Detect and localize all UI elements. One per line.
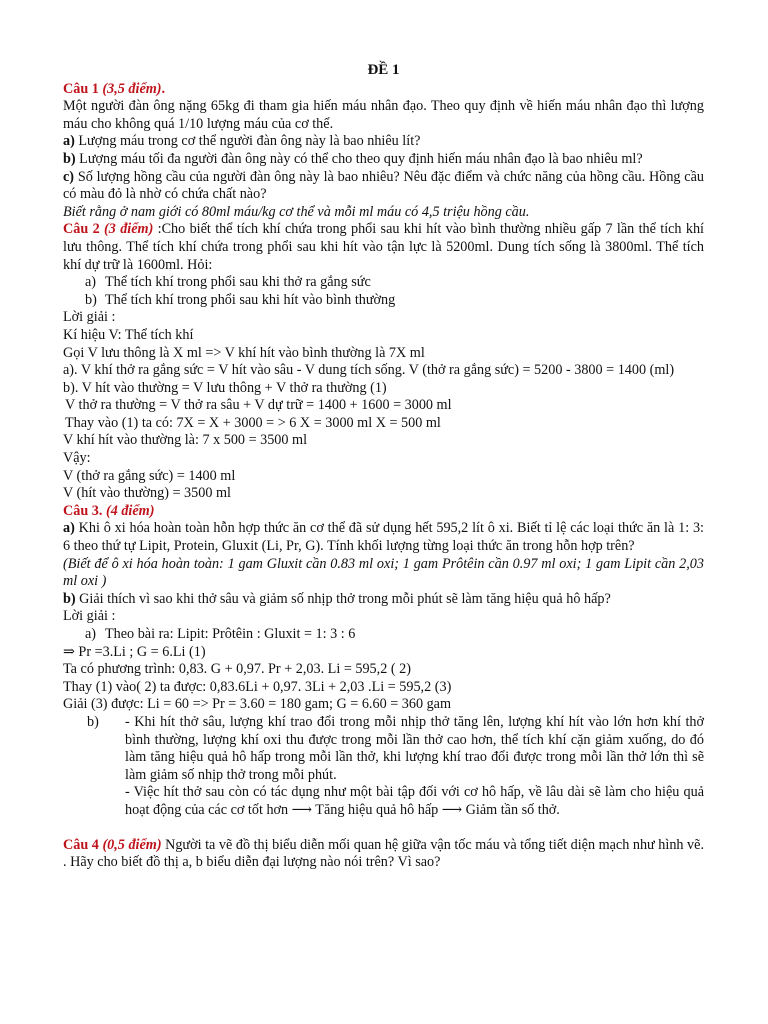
q3-heading: Câu 3. (4 điểm) — [63, 502, 155, 519]
q2-solution-line: Gọi V lưu thông là X ml => V khí hít vào bình thường là 7X ml — [63, 344, 425, 361]
q3-solution-a: a) Theo bài ra: Lipit: Prôtêin : Gluxit = 1: 3 : 6 — [85, 626, 356, 642]
q1-part-b: b) Lượng máu tối đa người đàn ông này có thể cho theo quy định hiến máu nhân đạo là bao nhiêu ml? — [63, 150, 643, 167]
q3-solution-b: b) - Khi hít thở sâu, lượng khí trao đổi trong mỗi nhịp thở tăng lên, lượng khí hít vào lớn hơn khí thở bình thường, lượng khí oxi thu được trong mỗi lần thở cao hơn, thể tích khí cặn giảm xuống, do đó làm tăng hiệu quả hô hấp trong mỗi lần thở, khi lượng khí trao đổi được trong mỗi lần thở lớn thì sẽ làm giảm số nhịp thở trong mỗi phút. - Việc hít thở sau còn có tác dụng như một bài tập đối với cơ hô hấp, về lâu dài sẽ làm cho hiệu quả hoạt động của các cơ tốt hơn ⟶ Tăng hiệu quả hô hấp ⟶ Giảm tần số thở. — [87, 713, 704, 818]
q2-item-a: a) Thể tích khí trong phổi sau khi thở ra gắng sức — [85, 274, 371, 291]
q2-solution-line: Kí hiệu V: Thể tích khí — [63, 326, 194, 343]
q2-solution-line: b). V hít vào thường = V lưu thông + V thở ra thường (1) — [63, 379, 387, 396]
q1-heading: Câu 1 (3,5 điểm). — [63, 80, 166, 97]
q3-note: (Biết để ô xi hóa hoàn toàn: 1 gam Gluxit cần 0.83 ml oxi; 1 gam Prôtêin cần 0.97 ml oxi; 1 gam Lipit cần 2,03 ml oxi ) — [63, 555, 704, 590]
q2-solution-line: V khí hít vào thường là: 7 x 500 = 3500 ml — [63, 432, 308, 449]
q3-solution-label: Lời giải : — [63, 608, 116, 625]
spacer — [63, 820, 704, 837]
q2-solution-line: V (thở ra gắng sức) = 1400 ml — [63, 467, 236, 484]
q2-item-b: b) Thể tích khí trong phổi sau khi hít vào bình thường — [85, 291, 396, 308]
q3-solution-line: Ta có phương trình: 0,83. G + 0,97. Pr + 2,03. Li = 595,2 ( 2) — [63, 661, 411, 678]
q2-solution-line: a). V khí thở ra gắng sức = V hít vào sâu - V dung tích sống. V (thở ra gắng sức) = 5200 - 3800 = 1400 (ml) — [63, 362, 675, 379]
q3-part-b: b) Giải thích vì sao khi thở sâu và giảm số nhịp thở trong mỗi phút sẽ làm tăng hiệu quả hô hấp? — [63, 590, 611, 607]
q3-part-a: a) Khi ô xi hóa hoàn toàn hỗn hợp thức ăn cơ thể đã sử dụng hết 595,2 lít ô xi. Biết tỉ lệ các loại thức ăn là 1: 3: 6 theo thứ tự Lipit, Protein, Gluxit (Li, Pr, G). Tính khối lượng từng loại thức ăn trong hỗn hợp trên? — [63, 520, 704, 555]
q3-solution-line: ⇒ Pr =3.Li ; G = 6.Li (1) — [63, 643, 206, 660]
q2-solution-line: V thở ra thường = V thở ra sâu + V dự trữ = 1400 + 1600 = 3000 ml — [65, 397, 452, 414]
page-title: ĐỀ 1 — [367, 62, 400, 78]
q3-solution-line: Thay (1) vào( 2) ta được: 0,83.6Li + 0,97. 3Li + 2,03 .Li = 595,2 (3) — [63, 678, 452, 695]
q2-solution-line: Vậy: — [63, 450, 91, 467]
q2-solution-line: V (hít vào thường) = 3500 ml — [63, 485, 231, 502]
q2-heading: Câu 2 (3 điểm) :Cho biết thể tích khí chứa trong phổi sau khi hít vào bình thường nhiều gấp 7 lần thể tích khí lưu thông. Thể tích khí chứa trong phổi sau khi hít vào tận lực là 5200ml. Dung tích sống là 3800ml. Thể tích khí dự trữ là 1600ml. Hỏi: — [63, 221, 705, 273]
q3-solution-b-para1: - Khi hít thở sâu, lượng khí trao đổi trong mỗi nhịp thở tăng lên, lượng khí hít vào lớn hơn khí thở bình thường, lượng khí oxi thu được trong mỗi lần thở cao hơn, thể tích khí cặn giảm xuống, do đó làm tăng hiệu quả hô hấp trong mỗi lần thở, khi lượng khí trao đổi được trong mỗi lần thở lớn thì sẽ làm giảm số nhịp thở trong mỗi phút. — [125, 713, 704, 783]
q1-part-c: c) Số lượng hồng cầu của người đàn ông này là bao nhiêu? Nêu đặc điểm và chức năng của hồng cầu. Hồng cầu có màu đỏ là nhờ có chứa chất nào? — [63, 168, 704, 203]
q1-intro: Một người đàn ông nặng 65kg đi tham gia hiến máu nhân đạo. Theo quy định về hiến máu nhân đạo thì lượng máu cho không quá 1/10 lượng máu của cơ thể. — [63, 98, 704, 132]
q1-note: Biết rằng ở nam giới có 80ml máu/kg cơ thể và mỗi ml máu có 4,5 triệu hồng cầu. — [63, 203, 530, 220]
q2-solution-line: Thay vào (1) ta có: 7X = X + 3000 = > 6 X = 3000 ml X = 500 ml — [65, 414, 441, 431]
q4-heading: Câu 4 (0,5 điểm) Người ta vẽ đồ thị biểu diễn mối quan hệ giữa vận tốc máu và tổng tiết diện mạch như hình vẽ. . Hãy cho biết đồ thị a, b biểu diễn đại lượng nào nói trên? Vì sao? — [63, 836, 704, 871]
q3-solution-line: Giải (3) được: Li = 60 => Pr = 3.60 = 180 gam; G = 6.60 = 360 gam — [63, 696, 452, 713]
q1-part-a: a) Lượng máu trong cơ thể người đàn ông này là bao nhiêu lít? — [63, 133, 421, 150]
q2-solution-label: Lời giải : — [63, 309, 116, 326]
q3-solution-b-para2: - Việc hít thở sau còn có tác dụng như một bài tập đối với cơ hô hấp, về lâu dài sẽ làm cho hiệu quả hoạt động của các cơ tốt hơn ⟶ Tăng hiệu quả hô hấp ⟶ Giảm tần số thở. — [125, 784, 704, 818]
